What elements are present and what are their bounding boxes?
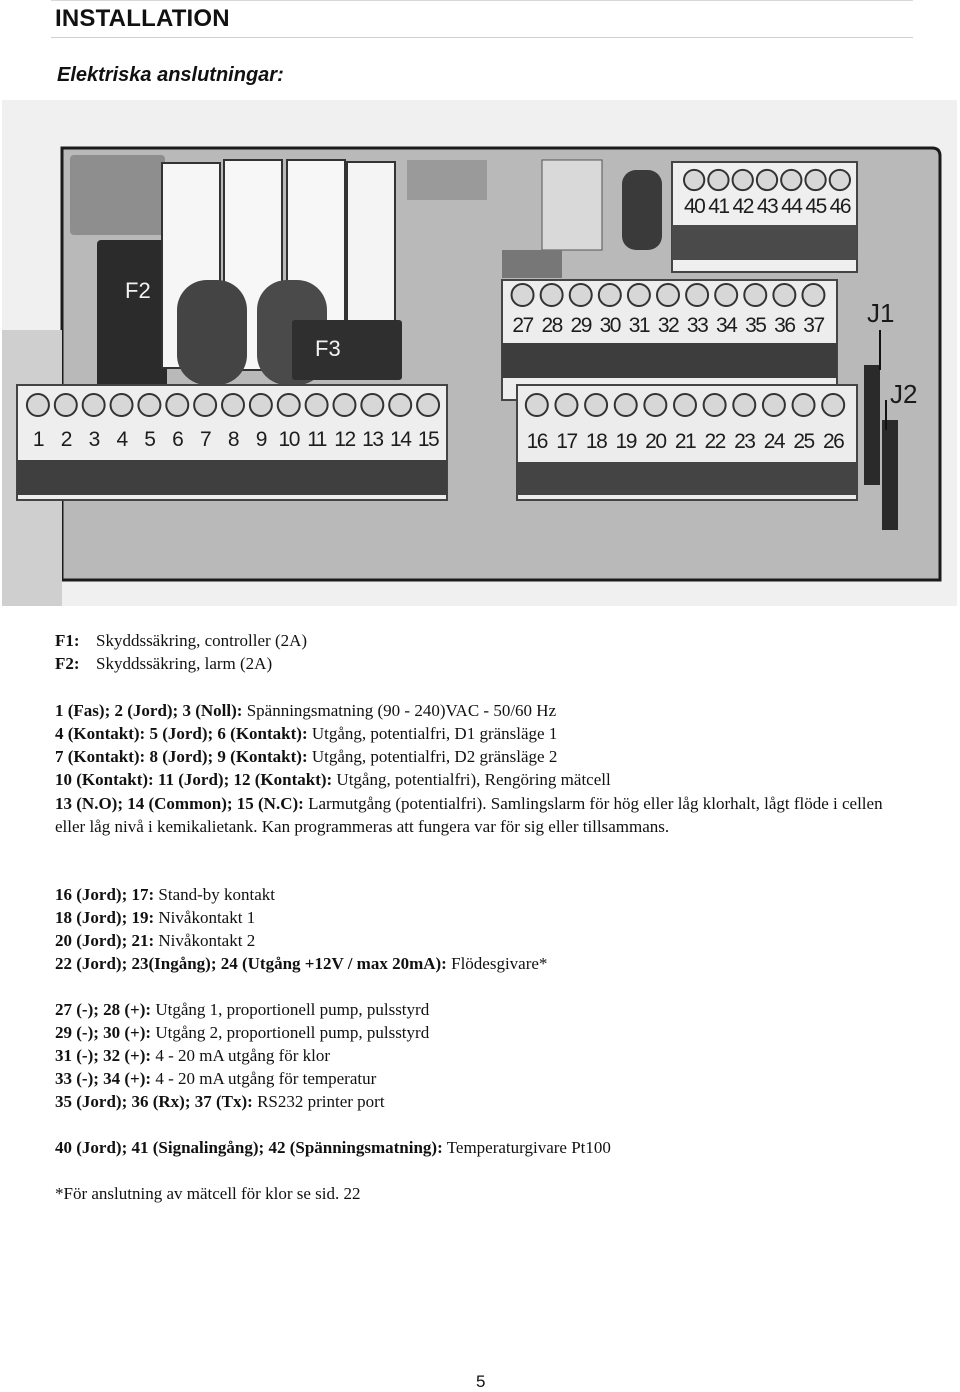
terminal-number-label: 41 [708, 195, 729, 218]
terminal-item [55, 769, 611, 791]
terminal-screw [166, 394, 188, 416]
terminal-desc: Utgång, potentialfri), Rengöring mätcell [332, 770, 611, 789]
terminal-number-label: 6 [172, 428, 183, 451]
terminal-number-label: 26 [823, 430, 844, 453]
terminal-screw [781, 170, 801, 190]
terminal-screw [194, 394, 216, 416]
terminal-number-label: 35 [745, 314, 766, 337]
fuse-item [55, 630, 307, 652]
terminal-key: 35 (Jord); 36 (Rx); 37 (Tx): [55, 1092, 253, 1111]
fuse-key: F2: [55, 654, 80, 673]
terminal-number-label: 11 [307, 428, 327, 451]
terminal-number-label: 17 [556, 430, 577, 453]
terminal-item [55, 953, 547, 975]
terminal-screw [585, 394, 607, 416]
terminal-desc: 4 - 20 mA utgång för klor [151, 1046, 331, 1065]
terminal-number-label: 29 [570, 314, 591, 337]
terminal-screw [744, 284, 766, 306]
terminal-screw [306, 394, 328, 416]
terminal-key: 27 (-); 28 (+): [55, 1000, 152, 1019]
terminal-number-label: 33 [686, 314, 708, 337]
terminal-screw [27, 394, 49, 416]
terminal-desc: Spänningsmatning (90 - 240)VAC - 50/60 Hz [242, 701, 557, 720]
terminal-screw [704, 394, 726, 416]
terminal-item [55, 1068, 376, 1090]
terminal-number-label: 32 [657, 314, 679, 337]
terminal-screw [278, 394, 300, 416]
terminal-item [55, 746, 557, 768]
terminal-desc: Larmutgång (potentialfri). Samlingslarm för hög eller låg klorhalt, lågt flöde i cellen eller låg nivå i kemikalietank. Kan programmeras att fungera var för sig eller tillsammans. [55, 794, 883, 836]
terminal-key: 10 (Kontakt): 11 (Jord); 12 (Kontakt): [55, 770, 333, 789]
terminal-key: 4 (Kontakt): 5 (Jord); 6 (Kontakt): [55, 724, 308, 743]
terminal-desc: 4 - 20 mA utgång för temperatur [151, 1069, 377, 1088]
terminal-screw [555, 394, 577, 416]
terminal-screw [526, 394, 548, 416]
terminal-screw [333, 394, 355, 416]
terminal-screw [55, 394, 77, 416]
terminal-number-label: 42 [732, 195, 753, 218]
terminal-number-label: 46 [829, 195, 851, 218]
terminal-screw [805, 170, 825, 190]
terminal-screw [822, 394, 844, 416]
terminal-screw [830, 170, 850, 190]
jumper-label-j2: J2 [890, 379, 918, 409]
terminal-number-label: 18 [585, 430, 607, 453]
terminal-screw [599, 284, 621, 306]
terminal-key: 33 (-); 34 (+): [55, 1069, 152, 1088]
terminal-number-label: 16 [526, 430, 547, 453]
terminal-number-label: 40 [683, 195, 705, 218]
terminal-number-label: 4 [116, 428, 127, 451]
terminal-screw [733, 170, 753, 190]
terminal-screw [715, 284, 737, 306]
terminal-screw [763, 394, 785, 416]
terminal-screw [628, 284, 650, 306]
terminal-screw [684, 170, 704, 190]
terminal-number-label: 34 [716, 314, 737, 337]
terminal-desc: Utgång 2, proportionell pump, pulsstyrd [151, 1023, 430, 1042]
terminal-screw [389, 394, 411, 416]
terminal-item [55, 1022, 429, 1044]
terminal-screw [541, 284, 563, 306]
terminal-screw [250, 394, 272, 416]
fuse-desc: Skyddssäkring, controller (2A) [96, 631, 308, 650]
terminal-key: 20 (Jord); 21: [55, 931, 155, 950]
terminal-screw [512, 284, 534, 306]
terminal-screw [733, 394, 755, 416]
terminal-desc: Nivåkontakt 2 [154, 931, 256, 950]
terminal-desc: Flödesgivare* [446, 954, 548, 973]
terminal-number-label: 9 [255, 428, 266, 451]
terminal-screw [111, 394, 133, 416]
fuse-key: F1: [55, 631, 80, 650]
terminal-desc: Utgång, potentialfri, D2 gränsläge 2 [307, 747, 558, 766]
terminal-number-label: 24 [763, 430, 785, 453]
terminal-screw [793, 394, 815, 416]
terminal-number-label: 5 [144, 428, 155, 451]
terminal-key: 22 (Jord); 23(Ingång); 24 (Utgång +12V / max 20mA): [55, 954, 447, 973]
terminal-key: 7 (Kontakt): 8 (Jord); 9 (Kontakt): [55, 747, 308, 766]
terminal-number-label: 31 [628, 314, 650, 337]
terminal-number-label: 20 [645, 430, 666, 453]
terminal-number-label: 45 [805, 195, 826, 218]
terminal-number-label: 8 [227, 428, 239, 451]
terminal-number-label: 27 [512, 314, 533, 337]
terminal-desc: Utgång 1, proportionell pump, pulsstyrd [151, 1000, 430, 1019]
terminal-number-label: 25 [793, 430, 814, 453]
terminal-screw [222, 394, 244, 416]
footnote: *För anslutning av mätcell för klor se sid. 22 [55, 1184, 361, 1203]
terminal-number-label: 3 [88, 428, 99, 451]
terminal-number-label: 28 [541, 314, 562, 337]
terminal-item [55, 884, 275, 906]
terminal-desc: Temperaturgivare Pt100 [442, 1138, 611, 1157]
terminal-item [55, 1091, 385, 1113]
terminal-number-label: 44 [781, 195, 802, 218]
fuse-desc: Skyddssäkring, larm (2A) [96, 654, 273, 673]
jumper-label-j1: J1 [867, 298, 895, 328]
terminal-number-label: 10 [278, 428, 299, 451]
terminal-screw [773, 284, 795, 306]
terminal-desc: Stand-by kontakt [154, 885, 276, 904]
terminal-desc: RS232 printer port [252, 1092, 385, 1111]
terminal-screw [570, 284, 592, 306]
terminal-screw [138, 394, 160, 416]
terminal-item [55, 700, 556, 722]
terminal-key: 1 (Fas); 2 (Jord); 3 (Noll): [55, 701, 243, 720]
terminal-screw [757, 170, 777, 190]
terminal-screw [802, 284, 824, 306]
terminal-screw [615, 394, 637, 416]
section-title: Elektriska anslutningar: [57, 64, 284, 86]
terminal-screw [417, 394, 439, 416]
terminal-item [55, 723, 557, 745]
terminal-item [55, 999, 429, 1021]
terminal-item [55, 930, 255, 952]
terminal-screw [644, 394, 666, 416]
terminal-number-label: 15 [417, 428, 439, 451]
terminal-number-label: 22 [704, 430, 725, 453]
terminal-number-label: 13 [362, 428, 383, 451]
terminal-screw [674, 394, 696, 416]
terminal-screw [361, 394, 383, 416]
fuse-label-f2: F2 [125, 278, 151, 303]
terminal-item [55, 1137, 611, 1159]
terminal-number-label: 12 [334, 428, 355, 451]
fuse-label-f3: F3 [315, 336, 341, 361]
terminal-key: 16 (Jord); 17: [55, 885, 155, 904]
alarm-paragraph [55, 792, 915, 838]
terminal-number-label: 2 [60, 428, 71, 451]
fuse-item [55, 653, 272, 675]
terminal-number-label: 14 [390, 428, 411, 451]
terminal-number-label: 7 [200, 428, 211, 451]
terminal-number-label: 43 [756, 195, 778, 218]
page-number: 5 [476, 1372, 486, 1391]
terminal-screw [83, 394, 105, 416]
terminal-number-label: 30 [599, 314, 620, 337]
terminal-key: 40 (Jord); 41 (Signalingång); 42 (Spänningsmatning): [55, 1138, 443, 1157]
page-title: INSTALLATION [55, 5, 230, 32]
terminal-number-label: 1 [32, 428, 44, 451]
terminal-number-label: 36 [774, 314, 795, 337]
terminal-number-label: 37 [803, 314, 824, 337]
terminal-number-label: 19 [615, 430, 636, 453]
terminal-number-label: 23 [734, 430, 755, 453]
terminal-item [55, 907, 255, 929]
terminal-desc: Utgång, potentialfri, D1 gränsläge 1 [307, 724, 558, 743]
terminal-item [55, 1045, 330, 1067]
terminal-key: 18 (Jord); 19: [55, 908, 155, 927]
terminal-desc: Nivåkontakt 1 [154, 908, 256, 927]
circuit-board-photo [2, 100, 957, 606]
terminal-screw [708, 170, 728, 190]
terminal-key: 31 (-); 32 (+): [55, 1046, 152, 1065]
terminal-screw [686, 284, 708, 306]
terminal-number-label: 21 [674, 430, 696, 453]
terminal-screw [657, 284, 679, 306]
terminal-key: 13 (N.O); 14 (Common); 15 (N.C): [55, 794, 304, 813]
terminal-key: 29 (-); 30 (+): [55, 1023, 152, 1042]
